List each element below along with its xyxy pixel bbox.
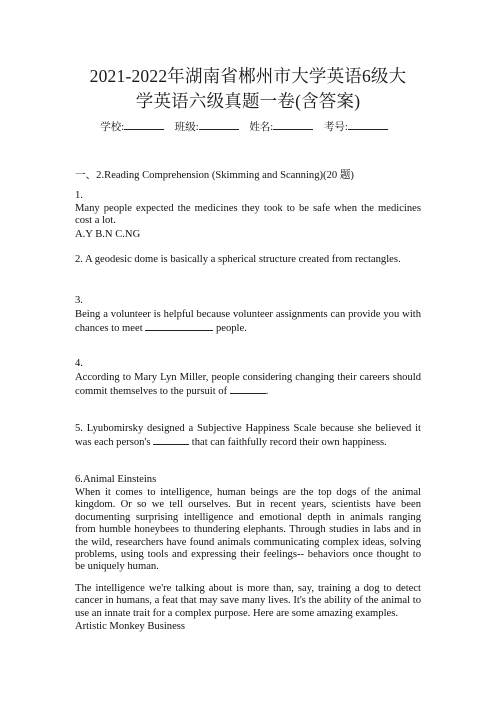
class-blank[interactable] xyxy=(199,119,239,130)
q1-options: A.Y B.N C.NG xyxy=(75,229,141,240)
name-label: 姓名: xyxy=(249,122,274,133)
q6-subheading: Artistic Monkey Business xyxy=(75,621,186,632)
section-heading: 一、2.Reading Comprehension (Skimming and Scanning)(20 题) xyxy=(75,170,354,181)
q1-text: Many people expected the medicines they took to be safe when the medicines cost a lot. xyxy=(75,203,421,227)
q6-heading: 6.Animal Einsteins xyxy=(75,474,157,485)
q6-paragraph-1: When it comes to intelligence, human beings are the top dogs of the animal kingdom. Or so we tell ourselves. But in recent years, scientists have been documenting surprising intelligence and emotional depth in animals ranging from humble honeybees to thundering elephants. Through studies in labs and in the wild, researchers have found animals communicating complex ideas, solving problems, using tools and expressing their feelings-- behaviors once thought to be uniquely human. xyxy=(75,487,421,573)
q4-text-before: According to Mary Lyn Miller, people considering changing their careers should commit themselves to the pursuit of xyxy=(75,372,421,398)
name-blank[interactable] xyxy=(273,119,313,130)
q4-text-after: . xyxy=(265,386,269,398)
school-blank[interactable] xyxy=(124,119,164,130)
q6-paragraph-2: The intelligence we're talking about is more than, say, training a dog to detect cancer in humans, a feat that may save many lives. It's the ability of the animal to use an innate trait for a complex purpose. Here are some amazing examples. xyxy=(75,583,421,619)
exam-number-blank[interactable] xyxy=(348,119,388,130)
document-title-line-2: 学英语六级真题一卷(含答案) xyxy=(135,91,361,111)
q3-number: 3. xyxy=(75,295,83,306)
document-title-line-1: 2021-2022年湖南省郴州市大学英语6级大 xyxy=(89,66,407,86)
q2-text: 2. A geodesic dome is basically a spherical structure created from rectangles. xyxy=(75,254,401,265)
q5-text-after: that can faithfully record their own happiness. xyxy=(189,437,387,449)
exam-number-label: 考号: xyxy=(323,122,348,133)
q3-text-before: Being a volunteer is helpful because volunteer assignments can provide you with chances to meet xyxy=(75,309,421,335)
q3-text xyxy=(75,309,421,336)
q3-text-after: people. xyxy=(213,323,247,335)
q4-text xyxy=(75,372,421,399)
student-info-line xyxy=(0,119,496,135)
q5-text xyxy=(75,423,421,450)
q5-answer-blank[interactable] xyxy=(153,435,189,445)
q4-number: 4. xyxy=(75,358,83,369)
school-label: 学校: xyxy=(100,122,125,133)
class-label: 班级: xyxy=(174,122,199,133)
q4-answer-blank[interactable] xyxy=(230,384,266,394)
q5-text-before: 5. Lyubomirsky designed a Subjective Happiness Scale because she believed it was each person's xyxy=(75,423,421,449)
q3-answer-blank[interactable] xyxy=(145,321,213,331)
q1-number: 1. xyxy=(75,190,83,201)
